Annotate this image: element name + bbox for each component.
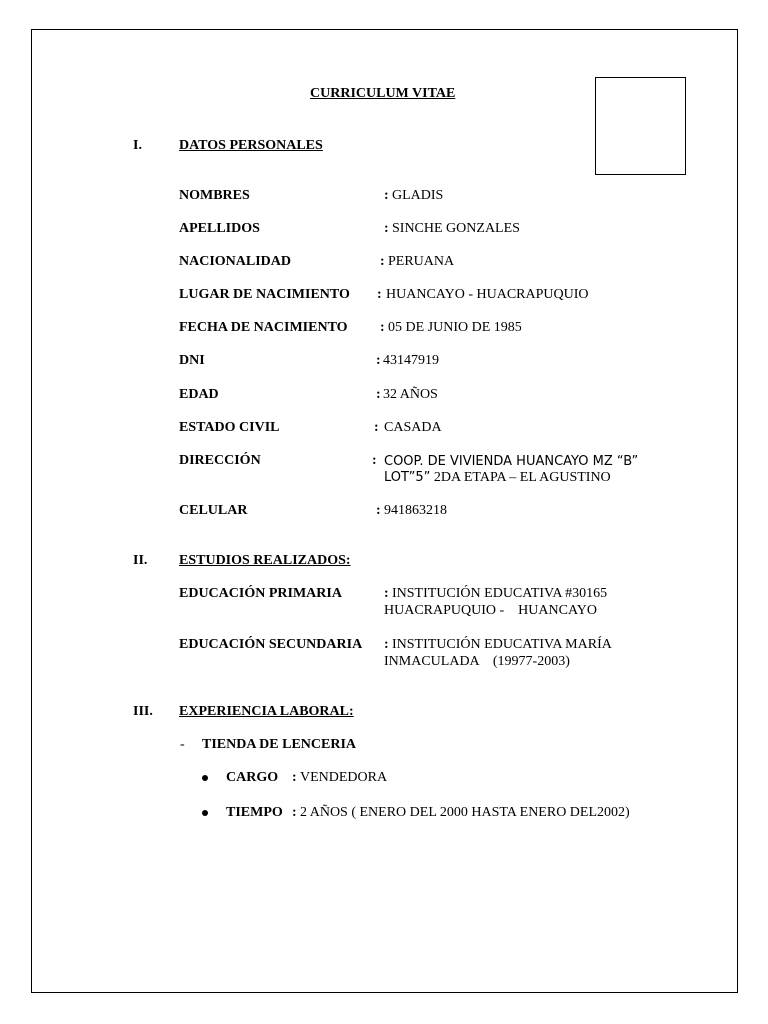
job-title: TIENDA DE LENCERIA <box>202 737 357 752</box>
bullet-icon <box>202 775 208 781</box>
section-heading-personal: DATOS PERSONALES <box>179 138 323 153</box>
value-nacionalidad: PERUANA <box>388 254 455 269</box>
bullet-icon <box>202 810 208 816</box>
value-tiempo: 2 AÑOS ( ENERO DEL 2000 HASTA ENERO DEL2002) <box>300 805 630 820</box>
value-direccion-lot: LOT”5” <box>384 470 431 485</box>
colon-tiempo: : <box>292 805 297 820</box>
value-direccion-line1: COOP. DE VIVIENDA HUANCAYO MZ “B” <box>384 454 639 469</box>
colon-cargo: : <box>292 770 297 785</box>
job-dash: - <box>180 737 185 752</box>
colon-dni: : <box>376 353 381 368</box>
section-heading-experience: EXPERIENCIA LABORAL: <box>179 704 354 719</box>
colon-lugar-nacimiento: : <box>377 287 382 302</box>
section-number-experience: III. <box>133 704 153 719</box>
label-educacion-secundaria: EDUCACIÓN SECUNDARIA <box>179 637 363 652</box>
value-celular: 941863218 <box>384 503 447 518</box>
colon-fecha-nacimiento: : <box>380 320 385 335</box>
colon-educacion-secundaria: : <box>384 637 389 652</box>
colon-nombres: : <box>384 188 389 203</box>
colon-celular: : <box>376 503 381 518</box>
label-cargo: CARGO <box>226 770 279 785</box>
value-direccion-line2 <box>384 470 611 486</box>
label-direccion: DIRECCIÓN <box>179 453 261 468</box>
label-fecha-nacimiento: FECHA DE NACIMIENTO <box>179 320 348 335</box>
label-estado-civil: ESTADO CIVIL <box>179 420 280 435</box>
label-tiempo: TIEMPO <box>226 805 283 820</box>
label-apellidos: APELLIDOS <box>179 221 260 236</box>
value-fecha-nacimiento: 05 DE JUNIO DE 1985 <box>388 320 522 335</box>
colon-estado-civil: : <box>374 420 379 435</box>
label-celular: CELULAR <box>179 503 248 518</box>
value-direccion-etapa: 2DA ETAPA – EL AGUSTINO <box>433 470 611 485</box>
label-edad: EDAD <box>179 387 219 402</box>
value-primaria-line2: HUACRAPUQUIO - HUANCAYO <box>384 603 597 618</box>
photo-placeholder <box>595 77 686 175</box>
section-heading-studies: ESTUDIOS REALIZADOS: <box>179 553 351 568</box>
colon-educacion-primaria: : <box>384 586 389 601</box>
colon-edad: : <box>376 387 381 402</box>
section-number-studies: II. <box>133 553 148 568</box>
value-primaria-line1: INSTITUCIÓN EDUCATIVA #30165 <box>392 586 608 601</box>
label-nombres: NOMBRES <box>179 188 250 203</box>
colon-direccion: : <box>372 453 377 468</box>
value-secundaria-line1: INSTITUCIÓN EDUCATIVA MARÍA <box>392 637 612 652</box>
label-nacionalidad: NACIONALIDAD <box>179 254 292 269</box>
value-estado-civil: CASADA <box>384 420 442 435</box>
section-number-personal: I. <box>133 138 142 153</box>
label-educacion-primaria: EDUCACIÓN PRIMARIA <box>179 586 342 601</box>
value-edad: 32 AÑOS <box>383 387 438 402</box>
value-dni: 43147919 <box>383 353 439 368</box>
value-secundaria-line2: INMACULADA (19977-2003) <box>384 654 570 669</box>
colon-nacionalidad: : <box>380 254 385 269</box>
value-apellidos: SINCHE GONZALES <box>392 221 520 236</box>
colon-apellidos: : <box>384 221 389 236</box>
document-title: CURRICULUM VITAE <box>310 86 456 101</box>
label-dni: DNI <box>179 353 205 368</box>
value-cargo: VENDEDORA <box>300 770 388 785</box>
label-lugar-nacimiento: LUGAR DE NACIMIENTO <box>179 287 350 302</box>
value-nombres: GLADIS <box>392 188 444 203</box>
value-lugar-nacimiento: HUANCAYO - HUACRAPUQUIO <box>386 287 589 302</box>
